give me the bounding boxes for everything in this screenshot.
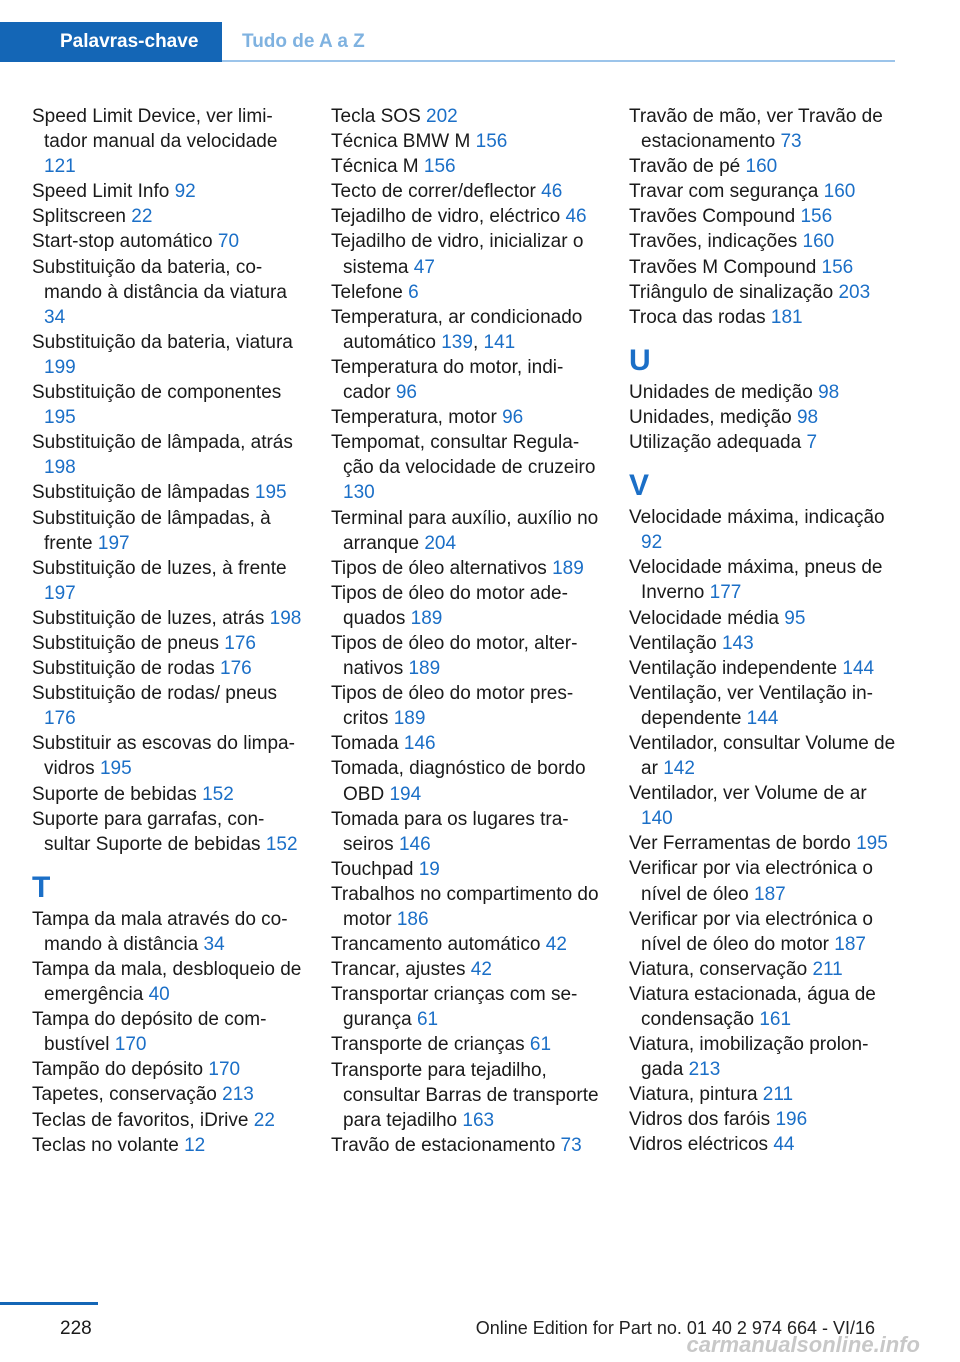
page-ref-link[interactable]: 189 (552, 557, 584, 579)
index-term: Velocidade máxima, pneus de Inverno (629, 557, 883, 604)
index-term: Tampa do depósito de combustível (32, 1009, 267, 1056)
index-term: Viatura estacionada, água de condensação (629, 983, 876, 1030)
index-term: Tejadilho de vidro, inicializar o sistema (331, 231, 584, 278)
index-term: Tipos de óleo alternativos (331, 557, 547, 579)
page-ref-link[interactable]: 156 (423, 156, 456, 178)
index-entry (629, 606, 897, 631)
index-term: Trabalhos no compartimento do motor (331, 883, 599, 930)
index-entry (32, 957, 302, 1007)
index-term: Ventilação, ver Ventilação independente (629, 682, 873, 729)
index-entry (331, 154, 601, 179)
index-term: Vidros dos faróis (629, 1109, 771, 1131)
index-term: Tampão do depósito (32, 1059, 204, 1081)
page-number: 228 (60, 1318, 92, 1339)
index-entry (629, 204, 897, 229)
index-entry (32, 255, 302, 330)
page-ref-link[interactable]: 98 (796, 406, 819, 428)
index-entry (32, 1007, 302, 1057)
index-term: Tejadilho de vidro, eléctrico (331, 206, 561, 228)
edition-text: Online Edition for Part no. 01 40 2 974 664 - VI/16 (475, 1318, 875, 1338)
index-entry (32, 606, 302, 631)
index-term: Substituir as escovas do limpa-vidros (32, 733, 295, 780)
index-term: Trancamento automático (331, 934, 541, 956)
index-term: Substituição de lâmpada, atrás (32, 432, 293, 454)
index-term: Telefone (331, 281, 403, 303)
index-term: Tampa da mala através do comando à distância (32, 908, 288, 955)
index-entry (32, 1082, 302, 1107)
page-ref-link[interactable]: 181 (770, 306, 803, 328)
index-term: Tempomat, consultar Regulação da velocidade de cruzeiro (331, 432, 596, 479)
index-entry (32, 430, 302, 480)
index-term: Técnica BMW M (331, 131, 471, 153)
index-entry (629, 856, 897, 906)
index-entry (331, 857, 601, 882)
index-entry (32, 782, 302, 807)
index-term: Suporte de bebidas (32, 783, 197, 805)
index-entry (331, 807, 601, 857)
index-entry (629, 656, 897, 681)
page-ref-link[interactable]: 34 (203, 933, 225, 955)
page-ref-link[interactable]: 211 (812, 958, 843, 980)
index-entry (32, 556, 302, 606)
index-term: Viatura, conservação (629, 958, 808, 980)
index-term: Speed Limit Device, ver limitador manual da velocidade (32, 106, 278, 153)
index-entry (331, 681, 601, 731)
index-term: Start-stop automático (32, 231, 213, 253)
index-entry (331, 179, 601, 204)
index-entry (331, 280, 601, 305)
index-entry (331, 430, 601, 505)
page-ref-link[interactable]: 187 (834, 933, 866, 955)
index-term: Teclas no volante (32, 1134, 179, 1156)
index-entry (331, 1133, 601, 1158)
index-term: Velocidade média (629, 607, 779, 629)
index-entry (331, 104, 601, 129)
index-term: Substituição de componentes (32, 382, 282, 404)
index-entry (32, 229, 302, 254)
page-ref-link[interactable]: 194 (389, 783, 422, 805)
index-entry (629, 104, 897, 154)
index-term: Substituição de pneus (32, 632, 219, 654)
index-term: Ver Ferramentas de bordo (629, 833, 851, 855)
page-ref-link[interactable]: 92 (641, 532, 663, 554)
index-entry (32, 631, 302, 656)
page-ref-link[interactable]: 204 (424, 532, 457, 554)
index-entry (32, 330, 302, 380)
index-entry (629, 681, 897, 731)
page-ref-link[interactable]: 199 (44, 356, 76, 378)
header-rule (222, 60, 895, 62)
page-ref-link[interactable]: 156 (475, 131, 508, 153)
page-ref-link[interactable]: 156 (800, 206, 833, 228)
page-ref-link[interactable]: 44 (773, 1134, 795, 1156)
index-entry (331, 405, 601, 430)
page-ref-link[interactable]: 152 (265, 833, 298, 855)
index-entry (331, 229, 601, 279)
index-term: Tampa da mala, desbloqueio de emergência (32, 959, 302, 1006)
index-entry (629, 1107, 897, 1132)
index-term: Verificar por via electrónica o nível de óleo do motor (629, 908, 873, 955)
index-entry (629, 380, 897, 405)
page-ref-link[interactable]: 195 (99, 758, 132, 780)
index-term: Temperatura, motor (331, 407, 497, 429)
page-ref-link[interactable]: 161 (759, 1009, 792, 1030)
index-term: Substituição da bateria, viatura (32, 331, 293, 353)
page-ref-link[interactable]: 189 (393, 708, 426, 730)
page-ref-link[interactable]: 73 (560, 1134, 582, 1156)
page-ref-link[interactable]: 176 (224, 632, 256, 654)
index-entry (629, 1132, 897, 1157)
index-term: Splitscreen (32, 206, 126, 228)
page-ref-link[interactable]: 197 (97, 532, 130, 554)
index-entry (331, 581, 601, 631)
page-ref-link[interactable]: 170 (114, 1034, 147, 1056)
watermark-logo: carmanualsonline.info (686, 1332, 920, 1357)
index-entry (331, 1058, 601, 1133)
index-term: Tomada para os lugares traseiros (331, 808, 569, 855)
page-ref-link[interactable]: 213 (222, 1084, 254, 1106)
tab-tudo-de-a-a-z[interactable]: Tudo de A a Z (242, 31, 365, 52)
index-term: Substituição da bateria, comando à distância da viatura (32, 256, 287, 303)
page-ref-link[interactable]: 160 (802, 231, 835, 253)
page-ref-link[interactable]: 163 (462, 1109, 495, 1131)
index-entry (629, 631, 897, 656)
index-term: Viatura, imobilização prolongada (629, 1034, 869, 1081)
page-ref-link[interactable]: 61 (529, 1034, 552, 1056)
index-entry (629, 280, 897, 305)
page-ref-link[interactable]: 140 (641, 808, 673, 830)
section-letter: U (629, 343, 651, 377)
page-ref-link[interactable]: 156 (821, 256, 854, 278)
index-entry (331, 556, 601, 581)
page-ref-link[interactable]: 47 (413, 256, 435, 278)
page-ref-link[interactable]: 177 (709, 582, 742, 604)
index-entry (331, 129, 601, 154)
index-column-2 (331, 104, 601, 1158)
index-entry (331, 1032, 601, 1057)
index-term: Temperatura, ar condicionado automático (331, 306, 583, 353)
index-term: Travões Compound (629, 206, 796, 228)
page-ref-link[interactable]: 195 (254, 482, 287, 504)
index-entry (629, 982, 897, 1032)
index-column-1 (32, 104, 302, 1158)
page-ref-link[interactable]: 141 (483, 331, 516, 353)
index-term: Tecto de correr/deflector (331, 181, 536, 203)
index-term: Transporte para tejadilho, consultar Barras de transporte para tejadilho (331, 1059, 599, 1131)
page-ref-link[interactable]: 142 (663, 758, 695, 780)
index-entry (32, 1108, 302, 1133)
index-entry (629, 1082, 897, 1107)
index-term: Triângulo de sinalização (629, 281, 834, 303)
section-letter: V (629, 469, 650, 503)
index-term: Substituição de rodas/ pneus (32, 683, 278, 705)
index-entry (629, 957, 897, 982)
index-term: Trancar, ajustes (331, 959, 466, 981)
page-ref-link[interactable]: 92 (174, 181, 196, 203)
page-ref-link[interactable]: 7 (806, 432, 818, 454)
page-ref-link[interactable]: 130 (343, 482, 375, 504)
index-entry (331, 756, 601, 806)
index-entry (32, 380, 302, 430)
footer-rule (0, 1302, 98, 1305)
page-ref-link[interactable]: 160 (745, 156, 778, 178)
index-entry (629, 305, 897, 330)
index-term: Unidades de medição (629, 381, 813, 403)
index-entry (32, 656, 302, 681)
index-term: Tipos de óleo do motor prescritos (331, 683, 574, 730)
page-ref-link[interactable]: 46 (565, 206, 587, 228)
page-ref-link[interactable]: 96 (395, 382, 417, 404)
page-ref-link[interactable]: 40 (148, 984, 170, 1006)
index-term: Unidades, medição (629, 406, 792, 428)
page-ref-link[interactable]: 160 (823, 181, 856, 203)
index-term: Verificar por via electrónica o nível de óleo (629, 858, 873, 905)
page-ref-link[interactable]: 22 (253, 1109, 275, 1131)
page-ref-link[interactable]: 42 (545, 934, 567, 956)
index-term: Substituição de lâmpadas, à frente (32, 507, 271, 554)
index-entry (331, 355, 601, 405)
page-ref-link[interactable]: 152 (202, 783, 234, 805)
index-term: Temperatura do motor, indicador (331, 356, 564, 404)
index-term: Técnica M (331, 156, 419, 178)
page-ref-link[interactable]: 146 (398, 833, 431, 855)
index-term: Troca das rodas (629, 306, 766, 328)
index-term: Transporte de crianças (331, 1034, 525, 1056)
page-ref-link[interactable]: 176 (44, 708, 76, 730)
index-term: Travão de mão, ver Travão de estacionamento (629, 106, 883, 153)
page-ref-link[interactable]: 203 (838, 281, 871, 303)
index-entry (331, 506, 601, 556)
index-entry (629, 405, 897, 430)
index-term: Travão de estacionamento (331, 1134, 556, 1156)
index-term: Tipos de óleo do motor, alternativos (331, 632, 578, 680)
index-term: Vidros eléctricos (629, 1134, 769, 1156)
index-column-3 (629, 104, 897, 1158)
index-entry (32, 480, 302, 505)
page-ref-link[interactable]: 202 (426, 106, 458, 127)
index-term: Tomada, diagnóstico de bordo OBD (331, 758, 586, 805)
index-entry (629, 154, 897, 179)
page-ref-link[interactable]: 121 (44, 156, 76, 178)
index-entry (32, 104, 302, 179)
page-ref-link[interactable]: 22 (131, 206, 153, 228)
page-ref-link[interactable]: 189 (410, 607, 443, 629)
page-ref-link[interactable]: 42 (470, 959, 492, 981)
index-entry (32, 179, 302, 204)
page-ref-link[interactable]: 195 (44, 407, 76, 429)
page-ref-link[interactable]: 213 (688, 1059, 721, 1081)
index-entry (331, 731, 601, 756)
index-term: Utilização adequada (629, 432, 802, 454)
page-ref-link[interactable]: 186 (396, 909, 429, 930)
page-ref-link[interactable]: 176 (220, 658, 252, 680)
index-term: Suporte para garrafas, consultar Suporte de bebidas (32, 808, 265, 855)
index-entry (32, 731, 302, 781)
page-ref-link[interactable]: 170 (208, 1059, 241, 1081)
index-entry (32, 1133, 302, 1158)
index-term: Ventilador, consultar Volume de ar (629, 732, 896, 780)
index-entry (32, 807, 302, 857)
index-term: Ventilação independente (629, 657, 838, 679)
index-entry (629, 505, 897, 555)
index-term: Travar com segurança (629, 181, 819, 203)
page-ref-link[interactable]: 143 (721, 632, 754, 654)
page-ref-link[interactable]: 189 (408, 658, 441, 680)
index-term: Tapetes, conservação (32, 1084, 217, 1106)
index-term: Substituição de rodas (32, 658, 215, 680)
index-entry (629, 907, 897, 957)
index-entry (629, 781, 897, 831)
index-term: Substituição de luzes, atrás (32, 607, 265, 629)
page-ref-link[interactable]: 198 (44, 457, 76, 479)
index-term: Ventilador, ver Volume de ar (629, 783, 867, 805)
page-ref-link[interactable]: 12 (184, 1134, 206, 1156)
page-ref-link[interactable]: 197 (44, 582, 76, 604)
index-entry (331, 631, 601, 681)
index-entry (629, 229, 897, 254)
page-ref-link[interactable]: 211 (762, 1084, 794, 1106)
header-tabs (0, 22, 895, 62)
index-entry (629, 831, 897, 856)
index-term: Travões M Compound (629, 256, 817, 278)
index-term: Travões, indicações (629, 231, 798, 253)
index-entry (32, 681, 302, 731)
index-entry (629, 430, 897, 455)
index-entry: Temperatura, ar condicionado automático 139, 141 (331, 306, 583, 353)
index-entry (32, 204, 302, 229)
page-ref-link[interactable]: 146 (403, 733, 436, 755)
page-ref-link[interactable]: 6 (408, 281, 419, 303)
index-term: Travão de pé (629, 156, 741, 178)
index-entry (331, 882, 601, 932)
page-ref-link[interactable]: 144 (842, 657, 875, 679)
index-term: Speed Limit Info (32, 181, 170, 203)
index-entry (32, 506, 302, 556)
index-term: Ventilação (629, 632, 717, 654)
page-ref-link[interactable]: 198 (269, 607, 302, 629)
index-entry (32, 1057, 302, 1082)
index-term: Velocidade máxima, indicação (629, 507, 885, 529)
index-entry (331, 957, 601, 982)
page-ref-link[interactable]: 61 (416, 1009, 439, 1031)
index-term: Substituição de lâmpadas (32, 482, 250, 504)
page-ref-link[interactable]: 19 (418, 858, 440, 880)
page-ref-link[interactable]: 98 (818, 381, 840, 403)
index-term: Viatura, pintura (629, 1084, 758, 1106)
section-letter: T (32, 870, 51, 904)
page-ref-link[interactable]: 95 (784, 607, 806, 629)
page-ref-link[interactable]: 139 (441, 331, 473, 353)
tab-palavras-chave[interactable]: Palavras-chave (0, 22, 222, 62)
index-entry (331, 204, 601, 229)
page-ref-link[interactable]: 187 (754, 883, 786, 905)
index-entry (32, 907, 302, 957)
page-ref-link[interactable]: 96 (502, 407, 524, 429)
index-entry (629, 555, 897, 605)
index-term: Substituição de luzes, à frente (32, 557, 287, 579)
index-entry (331, 982, 601, 1032)
page-ref-link[interactable]: 34 (44, 306, 66, 328)
index-term: Tipos de óleo do motor adequados (331, 582, 568, 629)
page-ref-link[interactable]: 144 (746, 707, 779, 729)
page-ref-link[interactable]: 73 (780, 131, 802, 153)
index-entry (629, 255, 897, 280)
page-ref-link[interactable]: 70 (217, 231, 240, 253)
index-entry (629, 179, 897, 204)
index-term: Tomada (331, 733, 399, 755)
index-entry (629, 1032, 897, 1082)
index-entry (629, 731, 897, 781)
index-term: Touchpad (331, 858, 414, 880)
index-entry (331, 932, 601, 957)
page-ref-link[interactable]: 196 (775, 1109, 808, 1131)
page-ref-link[interactable]: 46 (541, 181, 563, 203)
index-term: Teclas de favoritos, iDrive (32, 1109, 249, 1131)
index-term: Transportar crianças com segurança (331, 984, 578, 1031)
index-term: Tecla SOS (331, 106, 421, 127)
page-ref-link[interactable]: 195 (856, 833, 888, 855)
index-term: Terminal para auxílio, auxílio no arranque (331, 507, 599, 554)
